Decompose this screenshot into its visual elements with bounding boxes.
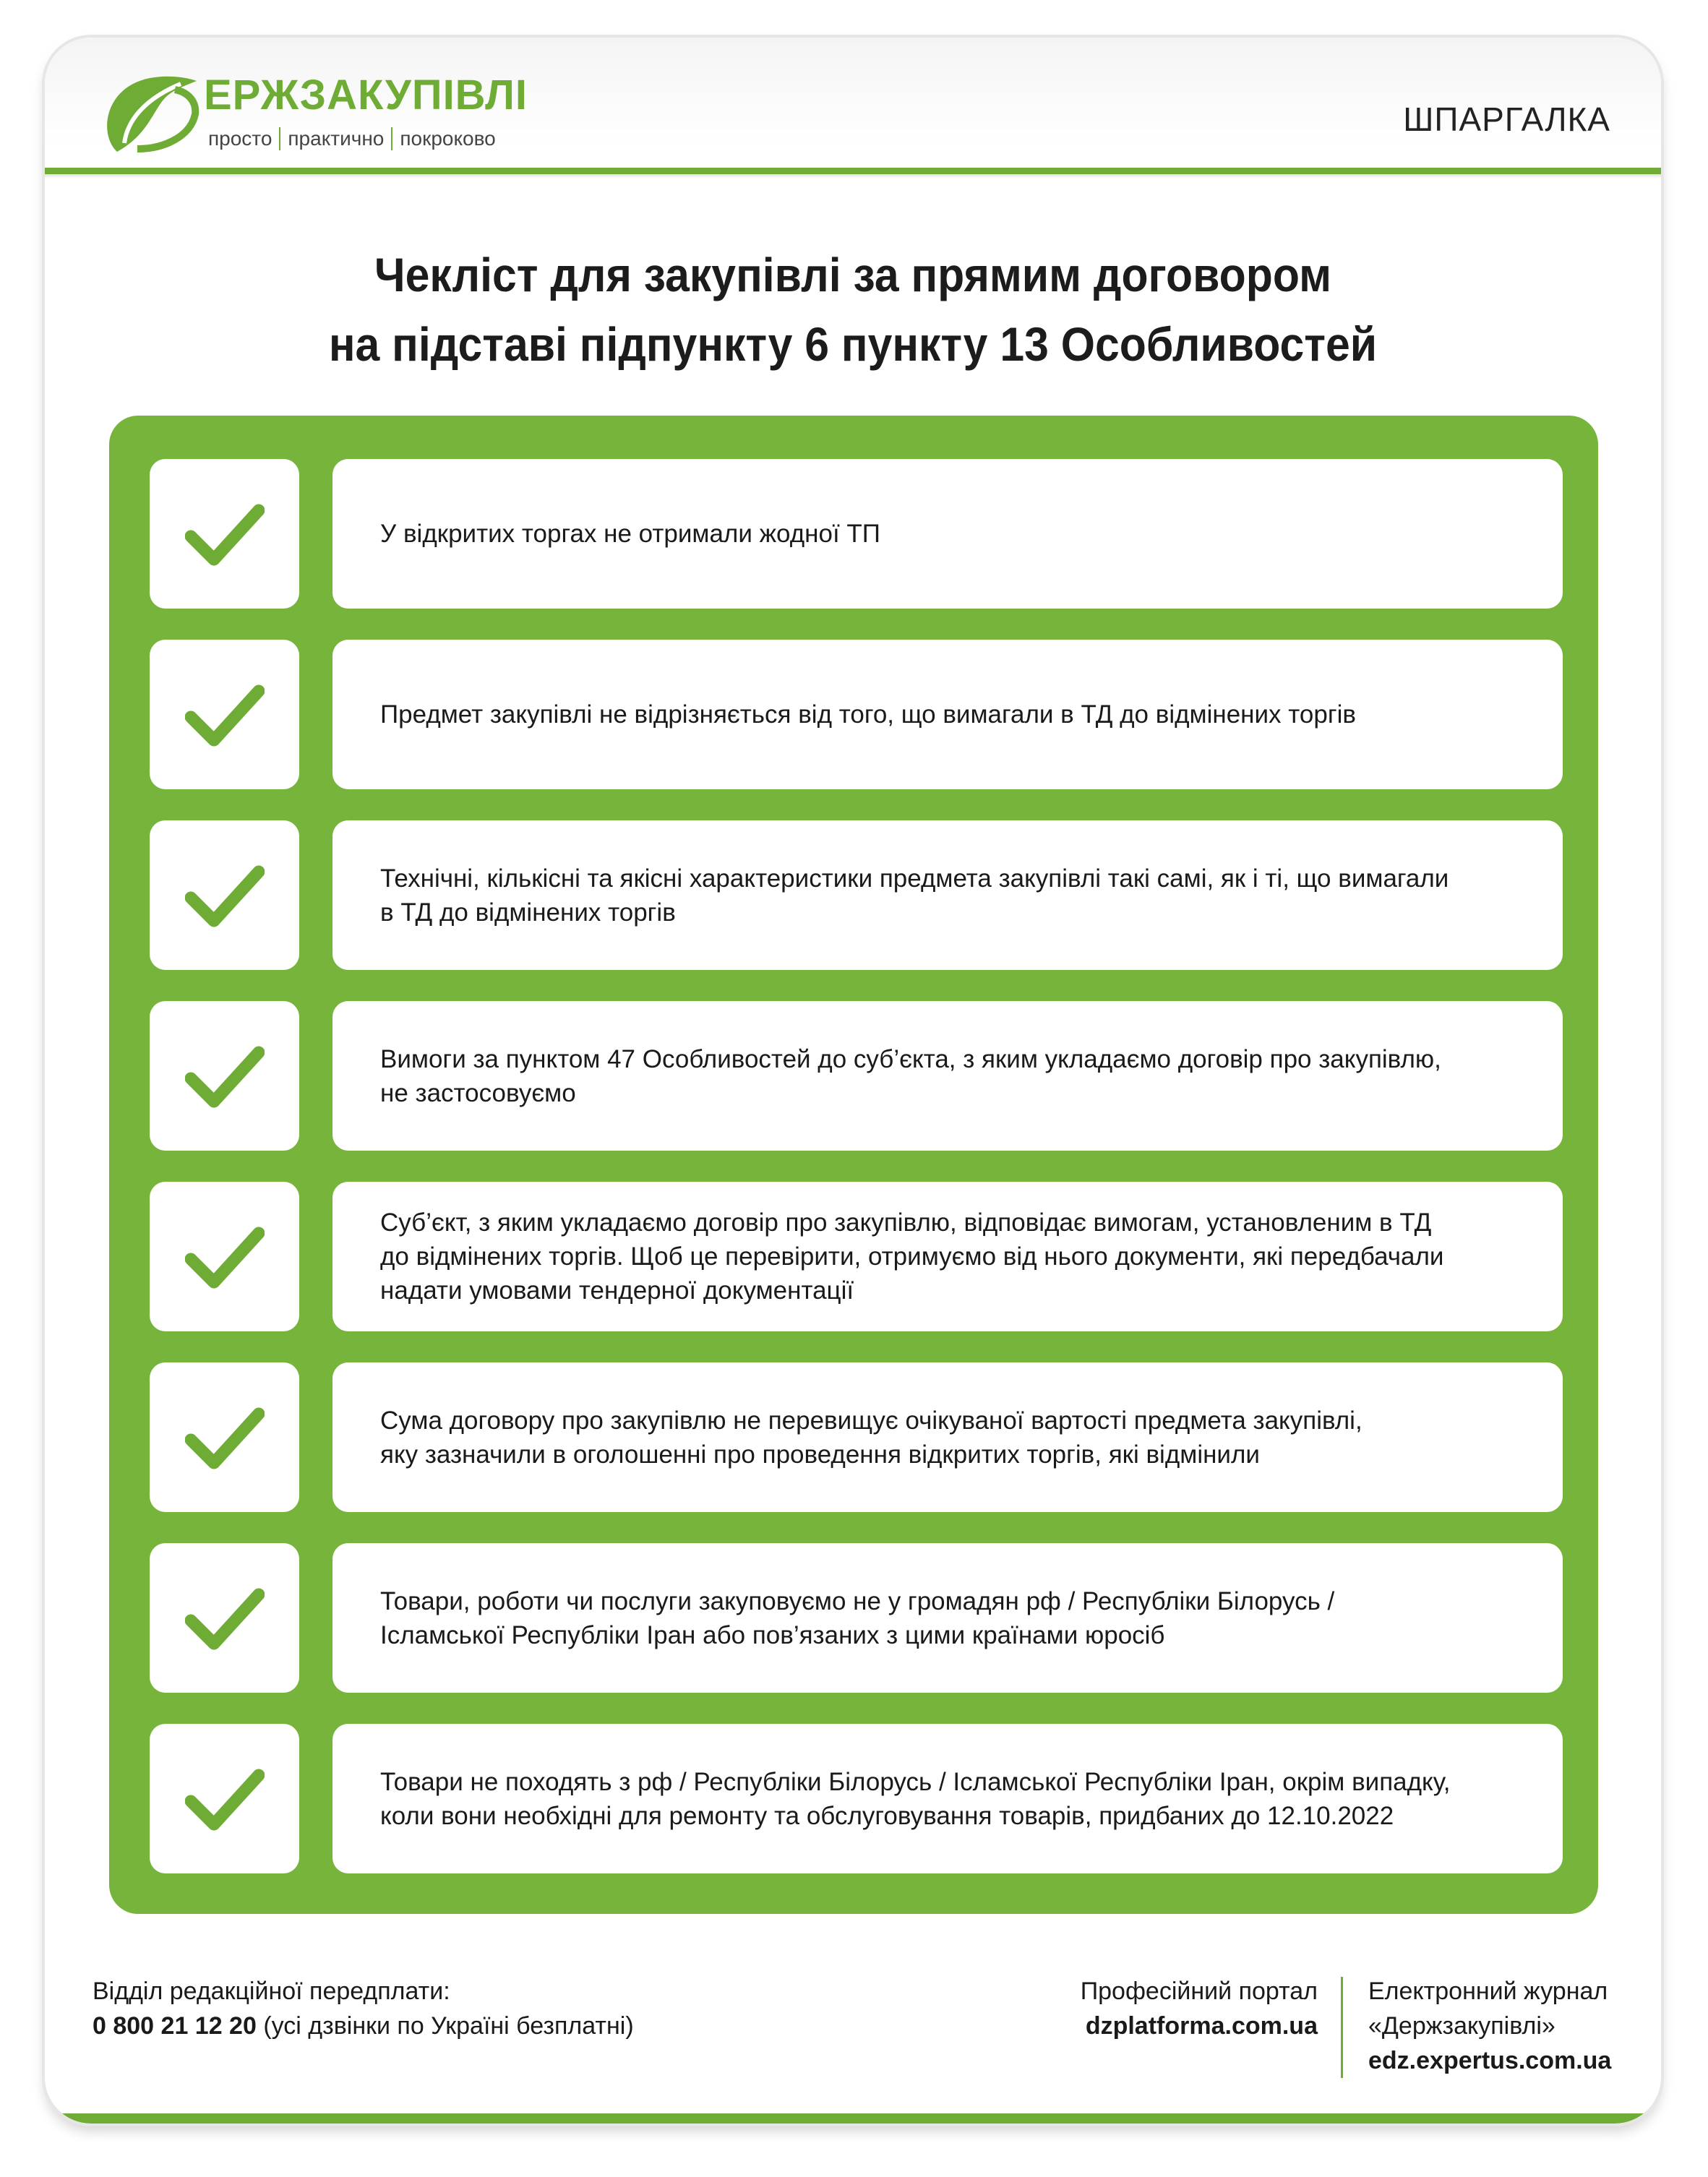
checklist-text-box (332, 640, 1563, 789)
checklist-line: до відмінених торгів. Щоб це перевірити, отримуємо від нього документи, які передбачали (380, 1242, 1444, 1271)
checklist-item (150, 1362, 1563, 1512)
journal-label: Електронний журнал (1368, 1978, 1608, 2005)
checklist-line: Суб’єкт, з яким укладаємо договір про закупівлю, відповідає вимогам, установленим в ТД (380, 1208, 1432, 1237)
checkbox[interactable] (150, 1001, 299, 1151)
checklist-text (380, 517, 880, 551)
checkbox[interactable] (150, 1543, 299, 1693)
checklist-line: Товари, роботи чи послуги закуповуємо не у громадян рф / Республіки Білорусь / (380, 1586, 1335, 1615)
checkmark-icon (185, 682, 265, 747)
checklist-text-box (332, 1362, 1563, 1512)
header-divider (45, 168, 1661, 174)
logo-tag: практично (279, 127, 391, 150)
checklist-line: Сума договору про закупівлю не перевищує очікуваної вартості предмета закупівлі, (380, 1406, 1362, 1435)
subscription-label: Відділ редакційної передплати: (93, 1978, 450, 2005)
checklist-text (380, 1404, 1362, 1472)
checklist-text (380, 1206, 1443, 1308)
leaf-d-logo-icon (95, 71, 204, 158)
checklist-text-box (332, 1001, 1563, 1151)
logo-tag: покроково (391, 127, 502, 150)
checklist-panel (109, 416, 1598, 1914)
checklist-text (380, 862, 1449, 929)
checklist-line: не застосовуємо (380, 1078, 576, 1107)
checkmark-icon (185, 502, 265, 567)
checkmark-icon (185, 863, 265, 928)
checklist-line: Вимоги за пунктом 47 Особливостей до суб’єкта, з яким укладаємо договір про закупівлю, (380, 1044, 1441, 1073)
journal-link[interactable]: edz.expertus.com.ua (1368, 2047, 1612, 2074)
checklist-text-box (332, 1182, 1563, 1331)
title-line: на підставі підпункту 6 пункту 13 Особливостей (328, 317, 1378, 371)
checkmark-icon (185, 1586, 265, 1651)
checklist-line: Товари не походять з рф / Республіки Білорусь / Ісламської Республіки Іран, окрім випадку, (380, 1767, 1451, 1796)
checkbox[interactable] (150, 640, 299, 789)
checklist-item (150, 640, 1563, 789)
footer-separator (1341, 1977, 1343, 2078)
checklist-line: Ісламської Республіки Іран або пов’язаних з цими країнами юросіб (380, 1620, 1165, 1649)
checkbox[interactable] (150, 1724, 299, 1873)
phone-number[interactable]: 0 800 21 12 20 (93, 2012, 257, 2040)
checklist-text-box (332, 1724, 1563, 1873)
phone-note: (усі дзвінки по Україні безплатні) (256, 2012, 634, 2040)
checkmark-icon (185, 1224, 265, 1289)
cheatsheet-badge: ШПАРГАЛКА (1403, 100, 1610, 138)
checkbox[interactable] (150, 820, 299, 970)
subscription-info (93, 1974, 634, 2043)
portal-label: Професійний портал (1080, 1978, 1318, 2005)
checkmark-icon (185, 1044, 265, 1109)
checkbox[interactable] (150, 1182, 299, 1331)
logo-tagline (208, 127, 503, 150)
logo-tag: просто (208, 127, 272, 150)
footer-divider (45, 2113, 1661, 2124)
checklist-line: надати умовами тендерної документації (380, 1276, 854, 1305)
checklist-text-box (332, 459, 1563, 609)
checklist-line: в ТД до відмінених торгів (380, 898, 676, 927)
checkbox[interactable] (150, 1362, 299, 1512)
checklist-item (150, 1724, 1563, 1873)
checklist-item (150, 1543, 1563, 1693)
checklist-line: Предмет закупівлі не відрізняється від того, що вимагали в ТД до відмінених торгів (380, 700, 1356, 729)
title-line: Чекліст для закупівлі за прямим договором (374, 248, 1332, 301)
checklist-text (380, 697, 1356, 731)
checklist-text (380, 1042, 1441, 1110)
brand-logo[interactable] (95, 71, 572, 158)
checkmark-icon (185, 1405, 265, 1470)
checklist-line: коли вони необхідні для ремонту та обслуговування товарів, придбаних до 12.10.2022 (380, 1801, 1394, 1830)
journal-info (1368, 1974, 1611, 2078)
portal-link[interactable]: dzplatforma.com.ua (1085, 2012, 1318, 2040)
checklist-line: Технічні, кількісні та якісні характеристики предмета закупівлі такі самі, як і ті, що вимагали (380, 864, 1449, 893)
logo-name: ЕРЖЗАКУПІВЛІ (204, 72, 528, 119)
portal-info (1081, 1974, 1318, 2043)
checklist-item (150, 1182, 1563, 1331)
checkbox[interactable] (150, 459, 299, 609)
checklist-text-box (332, 1543, 1563, 1693)
checklist-text-box (332, 820, 1563, 970)
checklist-item (150, 820, 1563, 970)
checkmark-icon (185, 1766, 265, 1832)
checklist-line: яку зазначили в оголошенні про проведення відкритих торгів, які відмінили (380, 1440, 1260, 1469)
checklist-line: У відкритих торгах не отримали жодної ТП (380, 520, 880, 548)
journal-name: «Держзакупівлі» (1368, 2012, 1555, 2040)
checklist-item (150, 1001, 1563, 1151)
header-divider-shadow (45, 174, 1661, 179)
checklist-text (380, 1584, 1334, 1652)
checklist-text (380, 1765, 1450, 1833)
checklist-item (150, 459, 1563, 609)
page-title (109, 240, 1596, 379)
